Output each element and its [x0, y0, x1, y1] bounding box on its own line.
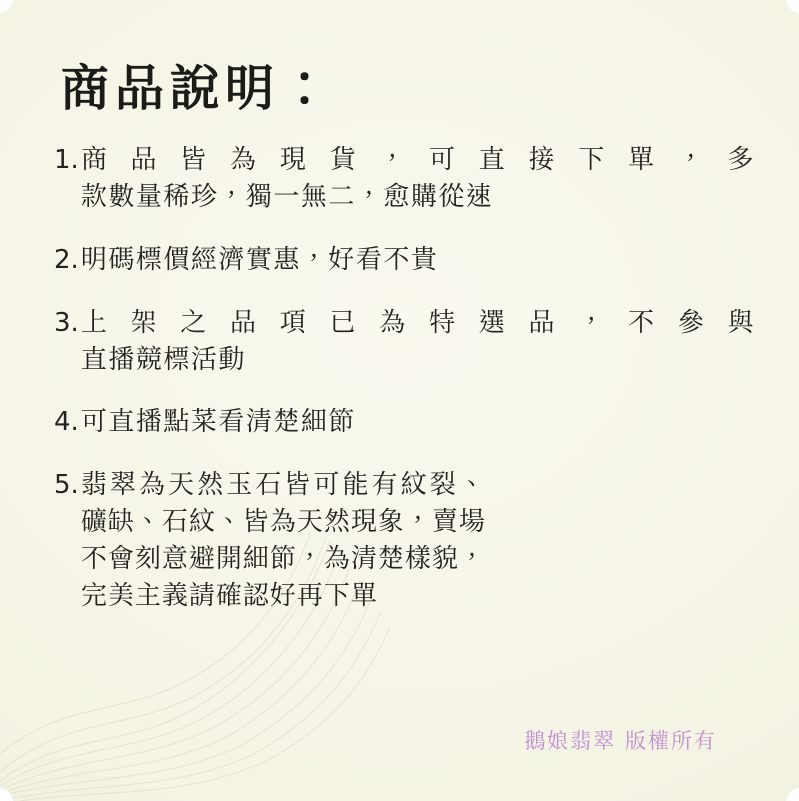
list-item-text: [81, 142, 755, 216]
list-item: [54, 404, 755, 441]
list-item-line: 不會刻意避開細節，為清楚樣貌，: [80, 544, 486, 575]
copyright-signature: 鵝娘翡翠 版權所有: [524, 729, 717, 753]
list-item-line: 礦缺、石紋、皆為天然現象，賣場: [80, 507, 486, 538]
list-item-number: 2.: [54, 244, 79, 275]
list-item-number: 1.: [54, 144, 79, 175]
list-item-line: 翡翠為天然玉石皆可能有紋裂、: [80, 470, 486, 501]
list-item-line: 直播競標活動: [80, 344, 246, 375]
list-item-text: [81, 467, 486, 615]
list-item-number: 5.: [54, 470, 79, 501]
list-item: [54, 305, 755, 379]
list-item: [54, 142, 755, 216]
list-item-line: 完美主義請確認好再下單: [80, 581, 378, 612]
list-item-number: 4.: [54, 407, 79, 438]
list-item-text: [81, 242, 439, 279]
list-item: [54, 467, 755, 615]
list-item: [54, 242, 755, 279]
page-title: 商品說明：: [60, 60, 336, 117]
list-item-line: 可直播點菜看清楚細節: [80, 407, 356, 438]
list-item-line: 上架之品項已為特選品，不參與: [80, 307, 755, 338]
list-item-line: 明碼標價經濟實惠，好看不貴: [80, 244, 439, 275]
list-item-line: 款數量稀珍，獨一無二，愈購從速: [80, 181, 494, 212]
list-item-text: [81, 404, 356, 441]
list-item-text: [81, 305, 755, 379]
list-item-number: 3.: [54, 307, 79, 338]
list-item-line: 商品皆為現貨，可直接下單，多: [80, 144, 755, 175]
